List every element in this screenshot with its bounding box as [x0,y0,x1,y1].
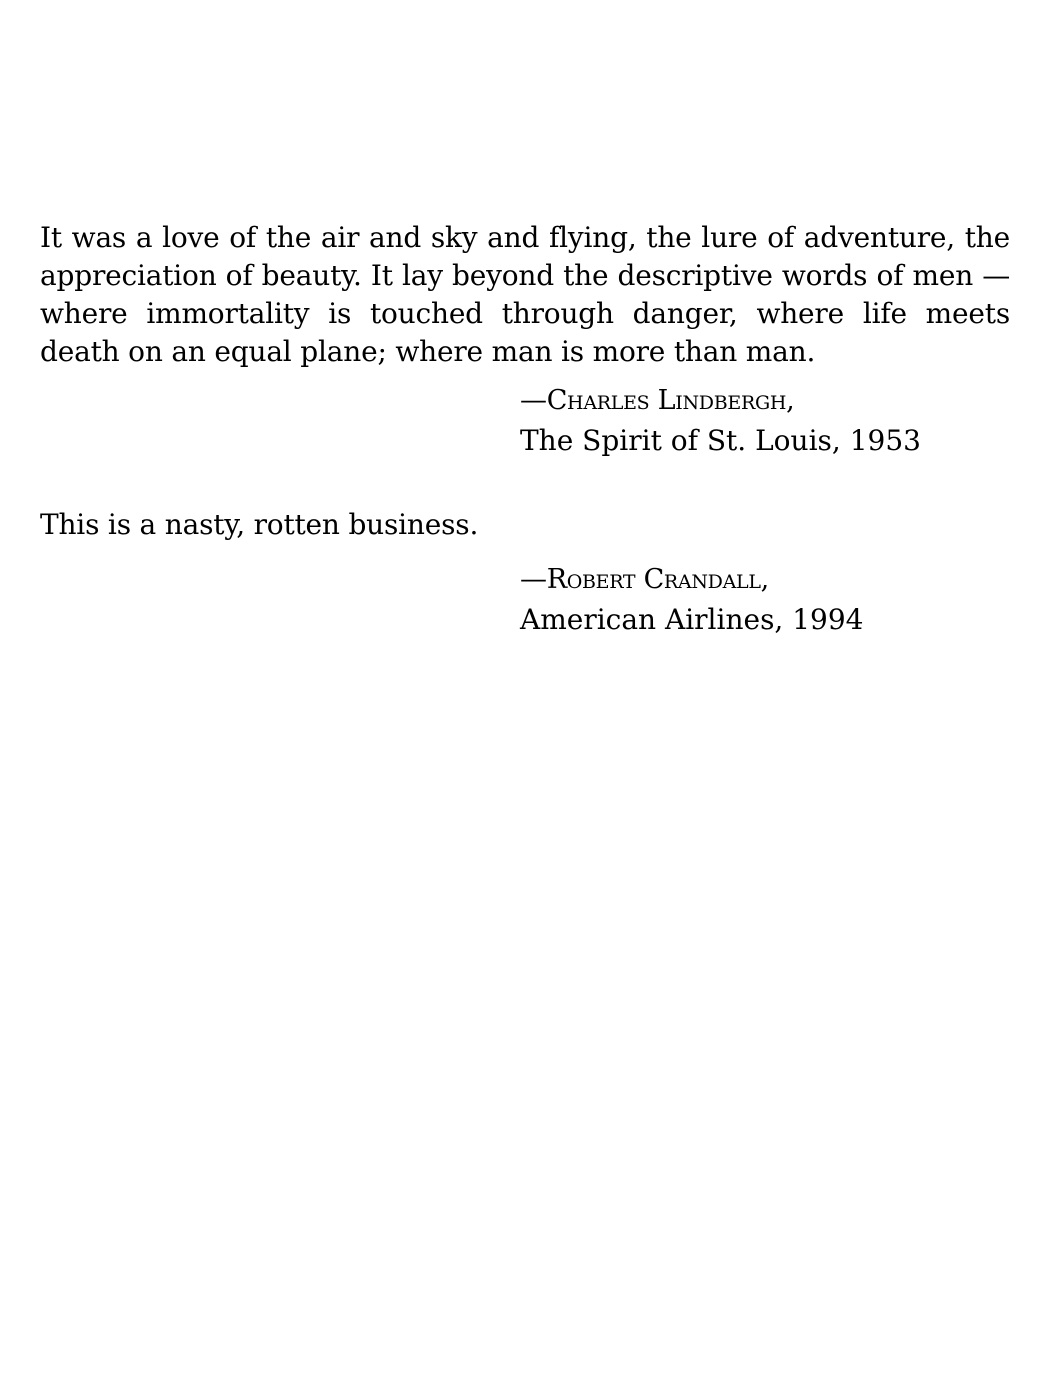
epigraph-quote: It was a love of the air and sky and flying, the lure of adventure, the appreciation of beauty. It lay beyond the descriptive words of men —where immortality is touched through danger, where life meets death on an equal plane; where man is more than man. [40,221,1010,368]
epigraph-author: —Robert Crandall, [520,564,769,595]
epigraph-quote: This is a nasty, rotten business. [40,508,479,541]
epigraph-source: The Spirit of St. Louis, 1953 [520,424,921,457]
epigraph-source: American Airlines, 1994 [520,603,864,636]
epigraph-crandall [40,506,1010,640]
epigraph-attribution [520,381,1010,461]
epigraph-author: —Charles Lindbergh, [520,385,795,416]
epigraph-attribution [520,560,1010,640]
epigraph-lindbergh [40,219,1010,461]
